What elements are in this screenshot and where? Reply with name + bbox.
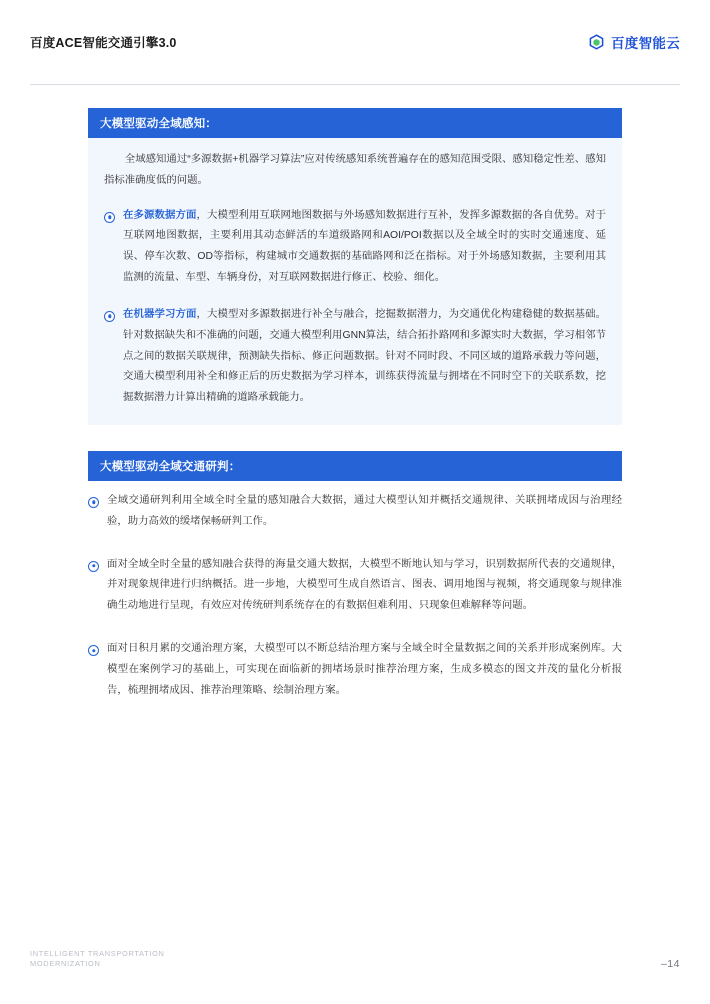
- list-item: [88, 639, 622, 701]
- baidu-cloud-logo-icon: [588, 34, 605, 51]
- list-item-body: ，大模型对多源数据进行补全与融合，挖掘数据潜力，为交通优化构建稳健的数据基础。针对数据缺失和不准确的问题，交通大模型利用GNN算法，结合拓扑路网和多源实时大数据，学习相邻节点之间的数据关联规律，预测缺失指标、修正问题数据。针对不同时段、不同区域的道路承载力等问题，交通大模型利用补全和修正后的历史数据为学习样本，训练获得流量与拥堵在不同时空下的关联系数，挖掘数据潜力计算出精确的道路承载能力。: [123, 308, 607, 404]
- section-traffic-analysis: [88, 451, 622, 702]
- list-item-body: ，大模型利用互联网地图数据与外场感知数据进行互补，发挥多源数据的各自优势。对于互联网地图数据，主要利用其动态鲜活的车道级路网和AOI/POI数据以及全域全时的实时交通速度、延误、停车次数、OD等指标，构建城市交通数据的基础路网和泛在指标。对于外场感知数据，主要利用其监测的流量、车型、车辆身份，对互联网数据进行修正、校验、细化。: [123, 209, 607, 284]
- section-heading: 大模型驱动全域感知：: [88, 108, 622, 138]
- section-body: [88, 481, 622, 702]
- section-body: [88, 138, 622, 425]
- list-item-text: [123, 305, 606, 409]
- list-item-lead: 在多源数据方面: [123, 209, 197, 221]
- document-content: [88, 108, 622, 727]
- header-divider: [30, 84, 680, 85]
- page-title: 百度ACE智能交通引擎3.0: [30, 36, 177, 50]
- bullet-point-icon: [104, 311, 115, 322]
- brand-name: 百度智能云: [611, 36, 680, 51]
- bullet-point-icon: [88, 561, 99, 572]
- section-perception: [88, 108, 622, 425]
- list-item: [88, 555, 622, 617]
- list-item-text: 面对日积月累的交通治理方案，大模型可以不断总结治理方案与全域全时全量数据之间的关系并形成案例库。大模型在案例学习的基础上，可实现在面临新的拥堵场景时推荐治理方案，生成多模态的图文并茂的量化分析报告，梳理拥堵成因、推荐治理策略、绘制治理方案。: [107, 643, 622, 696]
- list-item-text: 面对全域全时全量的感知融合获得的海量交通大数据，大模型不断地认知与学习，识别数据所代表的交通规律，并对现象规律进行归纳概括。进一步地，大模型可生成自然语言、图表、调用地图与视频，将交通现象与规律准确生动地进行呈现，有效应对传统研判系统存在的有数据但难利用、只现象但难解释等问题。: [107, 558, 622, 612]
- footer-label-line2: MODERNIZATION: [30, 959, 101, 969]
- list-item-text: 全域交通研判利用全域全时全量的感知融合大数据，通过大模型认知并概括交通规律、关联拥堵成因与治理经验，助力高效的缓堵保畅研判工作。: [107, 494, 622, 527]
- bullet-point-icon: [88, 497, 99, 508]
- section-heading: 大模型驱动全域交通研判：: [88, 451, 622, 481]
- footer-label: [30, 949, 165, 970]
- page-header: [0, 0, 710, 84]
- page-footer: [30, 949, 680, 970]
- bullet-point-icon: [104, 212, 115, 223]
- brand-logo: [588, 32, 680, 52]
- list-item: [88, 491, 622, 533]
- bullet-point-icon: [88, 645, 99, 656]
- list-item: [104, 206, 606, 289]
- paragraph: 全域感知通过“多源数据+机器学习算法”应对传统感知系统普遍存在的感知范围受限、感知稳定性差、感知指标准确度低的问题。: [104, 154, 606, 186]
- list-item-text: [123, 206, 606, 289]
- list-item: [104, 305, 606, 409]
- footer-label-line1: INTELLIGENT TRANSPORTATION: [30, 948, 165, 958]
- list-item-lead: 在机器学习方面: [123, 308, 197, 320]
- page-number: –14: [660, 958, 680, 970]
